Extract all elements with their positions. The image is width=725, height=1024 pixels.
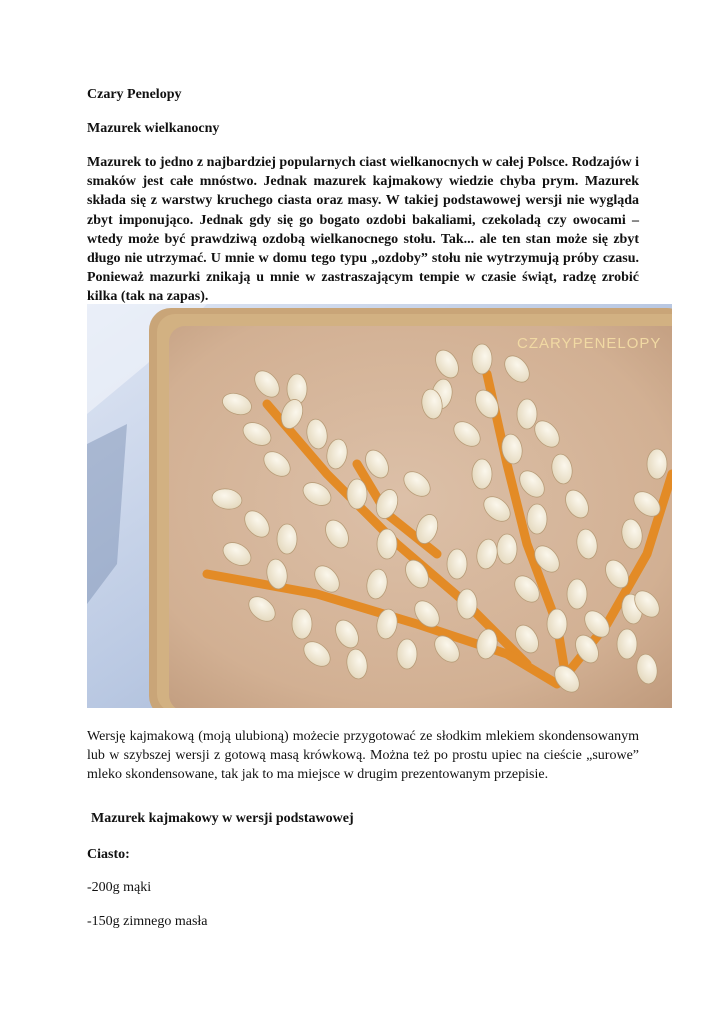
section-title: Mazurek kajmakowy w wersji podstawowej [91,811,354,826]
ingredient-item: -150g zimnego masła [87,914,208,929]
photo-watermark: CZARYPENELOPY [517,335,662,352]
recipe-title: Mazurek wielkanocny [87,121,220,136]
almond [472,459,492,489]
almond [277,524,297,554]
almond [497,534,517,564]
almond [447,549,467,579]
intro-paragraph: Mazurek to jedno z najbardziej popularnych ciast wielkanocnych w całej Polsce. Rodzajów i smaków jest całe mnóstwo. Jednak mazurek kajmakowy wiedzie chyba prym. Mazurek składa się z warstwy kruchego ciasta oraz masy. W takiej podstawowej wersji nie wygląda zbyt imponująco. Jednak gdy się go bogato ozdobi bakaliami, czekoladą czy owocami – wtedy może być prawdziwą ozdobą wielkanocnego stołu. Tak... ale ten stan może się zbyt długo nie utrzymać. U mnie w domu tego typu „ozdoby” stołu nie wytrzymują próby czasu. Ponieważ mazurki znikają u mnie w zastraszającym tempie w czasie świąt, radzę zrobić kilka (tak na zapas). [87,155,639,305]
almond [547,609,567,639]
almond [457,589,477,619]
almond [617,629,637,659]
almond [647,449,667,479]
mazurek-photo [87,304,672,708]
variant-paragraph: Wersję kajmakową (moją ulubioną) możecie przygotować ze słodkim mlekiem skondensowanym lub w szybszej wersji z gotową masą krówkową. Można też po prostu upiec na cieście „surowe” mleko skondensowane, tak jak to ma miejsce w drugim prezentowanym przepisie. [87,729,639,782]
almond [377,529,397,559]
almond [397,639,417,669]
almond [567,579,587,609]
dough-heading: Ciasto: [87,847,130,862]
ingredient-item: -200g mąki [87,880,152,895]
almond [347,479,367,509]
site-title: Czary Penelopy [87,87,182,102]
almond [517,399,537,429]
almond [292,609,312,639]
almond [527,504,547,534]
almond [472,344,492,374]
